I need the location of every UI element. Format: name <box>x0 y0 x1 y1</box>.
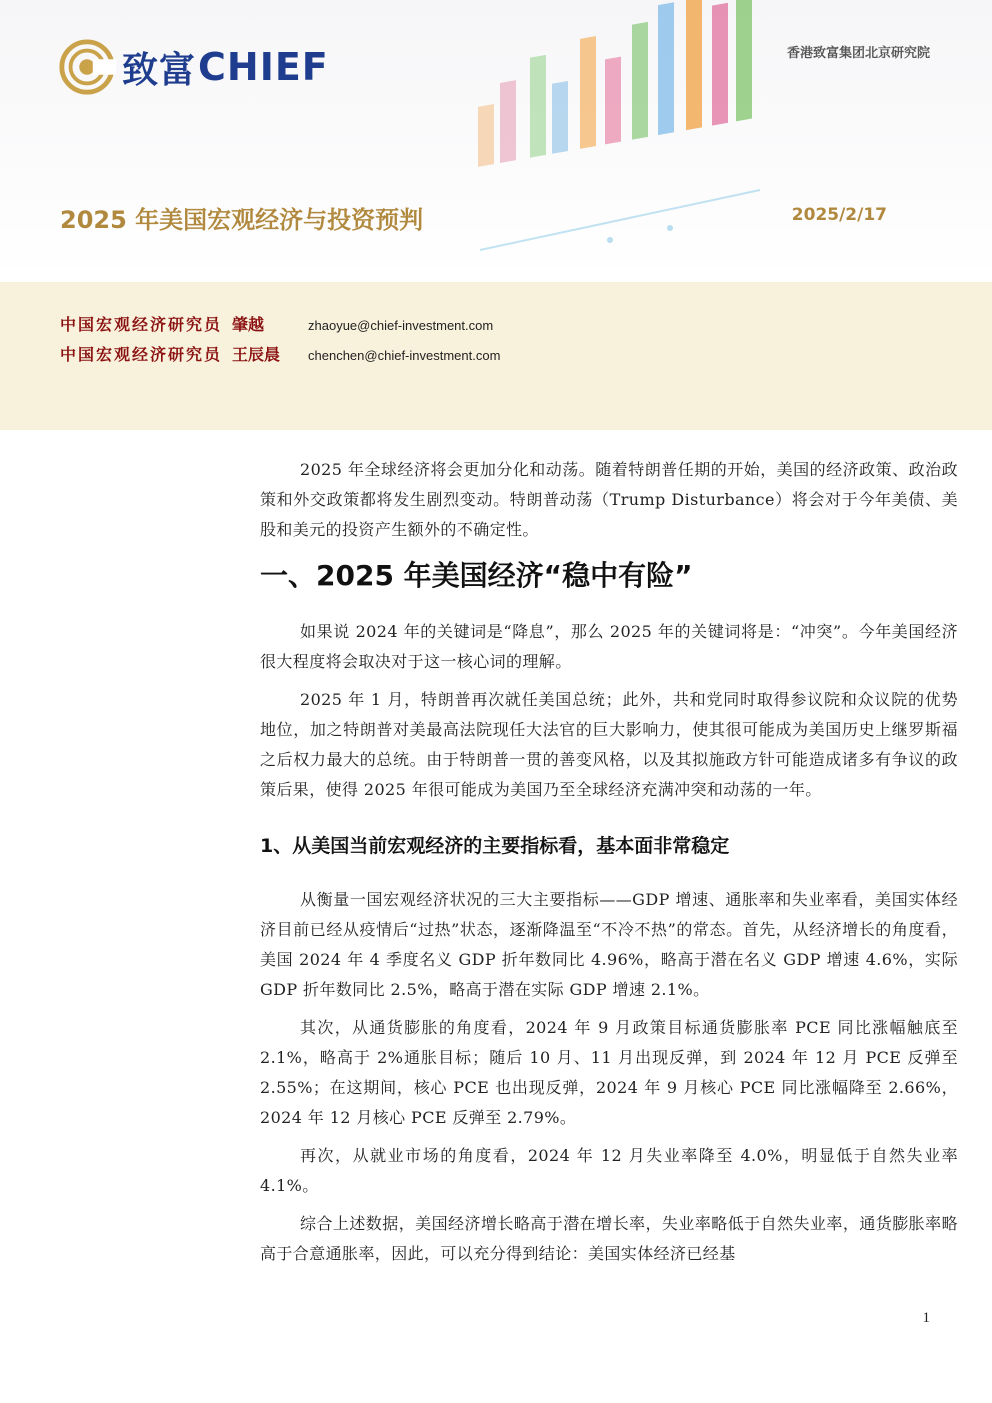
author-role: 中国宏观经济研究员 <box>60 345 223 364</box>
author-info-band <box>0 282 992 430</box>
intro-paragraph: 2025 年全球经济将会更加分化和动荡。随着特朗普任期的开始，美国的经济政策、政治政策和外交政策都将发生剧烈变动。特朗普动荡（Trump Disturbance）将会对于今年美债、美股和美元的投资产生额外的不确定性。 <box>260 460 958 539</box>
author-row <box>60 342 500 365</box>
decorative-bar-chart-image <box>460 0 780 280</box>
author-role: 中国宏观经济研究员 <box>60 315 223 334</box>
logo-english-text: CHIEF <box>198 45 329 89</box>
body-paragraph: 综合上述数据，美国经济增长略高于潜在增长率，失业率略低于自然失业率，通货膨胀率略高于合意通胀率，因此，可以充分得到结论：美国实体经济已经基 <box>260 1214 958 1263</box>
logo-chinese-text: 致富 <box>122 49 197 91</box>
subsection-heading: 1、从美国当前宏观经济的主要指标看，基本面非常稳定 <box>260 835 730 857</box>
body-paragraph: 如果说 2024 年的关键词是“降息”，那么 2025 年的关键词将是：“冲突”。今年美国经济很大程度将会取决对于这一核心词的理解。 <box>260 622 958 671</box>
chief-logo <box>58 38 329 96</box>
body-paragraph: 2025 年 1 月，特朗普再次就任美国总统；此外，共和党同时取得参议院和众议院的优势地位，加之特朗普对美最高法院现任大法官的巨大影响力，使其很可能成为美国历史上继罗斯福之后权力最大的总统。由于特朗普一贯的善变风格，以及其拟施政方针可能造成诸多有争议的政策后果，使得 2025 年很可能成为美国乃至全球经济充满冲突和动荡的一年。 <box>260 690 958 799</box>
body-paragraph: 再次，从就业市场的角度看，2024 年 12 月失业率降至 4.0%，明显低于自然失业率 4.1%。 <box>260 1146 958 1195</box>
author-email-link[interactable]: chenchen@chief-investment.com <box>308 348 501 363</box>
author-email-link[interactable]: zhaoyue@chief-investment.com <box>308 318 494 333</box>
report-title: 2025 年美国宏观经济与投资预判 <box>60 206 424 234</box>
chief-logo-mark-icon <box>58 38 116 96</box>
institute-name: 香港致富集团北京研究院 <box>786 46 930 61</box>
report-body <box>260 455 958 1277</box>
author-row <box>60 312 493 335</box>
author-name: 王辰晨 <box>232 345 281 364</box>
report-header <box>0 0 992 280</box>
author-name: 肇越 <box>232 315 265 334</box>
page-number: 1 <box>922 1310 930 1326</box>
body-paragraph: 其次，从通货膨胀的角度看，2024 年 9 月政策目标通货膨胀率 PCE 同比涨幅触底至 2.1%，略高于 2%通胀目标；随后 10 月、11 月出现反弹，到 2024 年 12 月 PCE 反弹至 2.55%；在这期间，核心 PCE 也出现反弹，2024 年 9 月核心 PCE 同比涨幅降至 2.66%，2024 年 12 月核心 PCE 反弹至 2.79%。 <box>260 1018 958 1127</box>
body-paragraph: 从衡量一国宏观经济状况的三大主要指标——GDP 增速、通胀率和失业率看，美国实体经济目前已经从疫情后“过热”状态，逐渐降温至“不冷不热”的常态。首先，从经济增长的角度看，美国 2024 年 4 季度名义 GDP 折年数同比 4.96%，略高于潜在名义 GDP 增速 4.6%，实际 GDP 折年数同比 2.5%，略高于潜在实际 GDP 增速 2.1%。 <box>260 890 958 999</box>
section-heading: 一、2025 年美国经济“稳中有险” <box>260 559 693 592</box>
report-date: 2025/2/17 <box>791 205 887 225</box>
